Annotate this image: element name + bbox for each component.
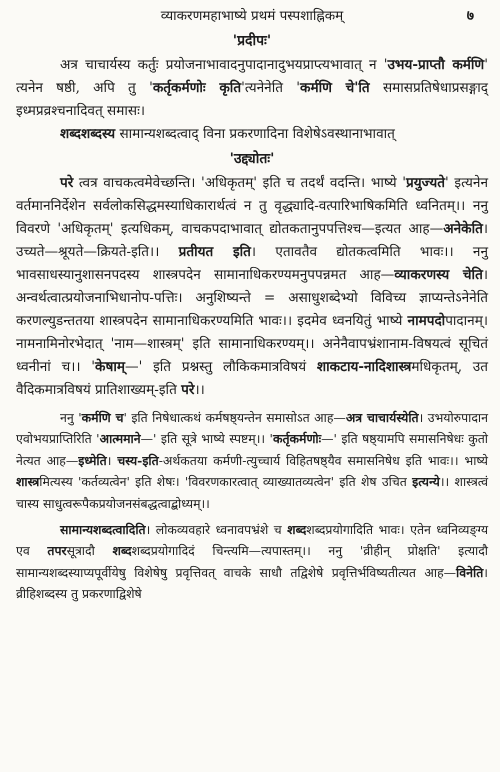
text-run: ।।: [194, 382, 205, 398]
text-run: ' इत्यनेन वर्तमाननिर्देशेन सर्वलोकसिद्धमस्याधिकारार्थत्वं न तु वृद्ध्यादि-वत्पारिभाषिकमिति ध्वनितम्।। ननु विवरणे 'अधिकृतम्' इत्यधिकम्, वाचकपदाभावात् द्योतकतानुपपत्तिश्च—इत्यत आह—: [16, 175, 488, 237]
text-run: अत्र चाचार्यस्य कर्तुः प्रयोजनाभावादनुपादानादुभयप्राप्त्यभावात् न ': [60, 57, 388, 73]
bold-term: अनेकेति: [443, 221, 483, 237]
pradipa-paragraph-1: [16, 54, 488, 123]
text-run: ।। शास्त्रत्वं चास्य साधुत्वरूपैकप्रयोजनसंबद्धत्वाद्बोध्यम्।।: [16, 474, 488, 511]
text-run: शब्दप्रयोगादिति भावः। एतेन ध्वनिव्यङ्ग्य एव: [16, 522, 489, 559]
text-run: 'त्यनेनेति ': [241, 80, 301, 96]
bold-term: परे: [60, 175, 74, 191]
bold-term: केषाम्: [95, 359, 125, 375]
text-run: मधिकृतम्, उत वैदिकमात्रविषयं प्रातिशाख्यम्-इति: [16, 359, 489, 398]
text-run: -अर्थकतया कर्मणी-त्युच्चार्य विहितषष्ठ्यैव समासनिषेध इति भावः।। भाष्ये: [158, 452, 488, 468]
uddyota-paragraph-1: [16, 172, 488, 402]
bold-term: अत्र चाचार्यस्येति: [345, 410, 419, 425]
running-title: व्याकरणमहाभाष्ये प्रथमं पस्पशाह्निकम्: [160, 8, 344, 24]
uddyota-paragraph-2: [16, 407, 488, 514]
text-run: समासप्रतिषेधाप्रसङ्गाद् इध्मप्रव्रश्चनादिवत् समासः।: [16, 80, 488, 119]
bold-term: तपर: [47, 543, 67, 559]
text-run: सामान्यशब्दत्वाद् विना प्रकरणादिना विशेषेऽवस्थानाभावात्: [115, 126, 395, 142]
bold-term: शब्द: [112, 543, 132, 559]
bold-term: चस्य-इति: [117, 452, 159, 468]
bold-term: इध्मेति: [78, 452, 107, 468]
pradipa-paragraph-2: [16, 123, 488, 146]
bold-term: प्रतीयत इति: [178, 244, 251, 260]
section-heading-uddyota: 'उद्द्योतः': [229, 151, 275, 167]
bold-term: विनेति: [456, 564, 484, 580]
bold-term: कर्मणि चे'ति: [300, 80, 370, 96]
bold-term: शब्दशब्दस्य: [60, 126, 116, 142]
bold-term: उभय-प्राप्तौ कर्मणि: [387, 57, 485, 73]
bold-term: इत्यन्ये: [412, 474, 440, 490]
running-header: [16, 6, 488, 28]
uddyota-paragraph-3: [16, 519, 488, 605]
bold-term: सामान्यशब्दत्वादिति: [60, 522, 146, 538]
bold-term: प्रयुज्यते: [406, 175, 446, 191]
bold-term: शास्त्र: [16, 474, 40, 490]
text-run: ननु ': [60, 410, 82, 425]
text-run: —' इति सूत्रे भाष्ये स्पष्टम्।। ': [140, 431, 273, 447]
bold-term: नामपदो: [407, 313, 446, 329]
text-run: । लोकव्यवहारे ध्वनावपभ्रंशे च: [145, 522, 288, 538]
bold-term: परे: [181, 382, 195, 398]
text-run: । व्रीहिशब्दस्य तु प्रकरणाद्विशेषे: [16, 564, 488, 602]
text-run: मित्यस्य 'कर्तव्यत्वेन' इति शेषः। 'विवरणकारत्वात् व्याख्यातव्यत्वेन' इति शेष उचित: [39, 474, 413, 490]
section-heading-pradipa: 'प्रदीपः': [232, 33, 272, 49]
text-run: । अन्वर्थत्वात्प्रयोजनाभिधानोप-पत्तिः। अनुशिष्यन्ते = असाधुशब्देभ्यो विविच्य ज्ञाप्यन्तेऽनेनेति करणल्युडन्ततया शास्त्रपदेन सामानाधिकरण्यमिति भावः।। इदमेव ध्वनयितुं भाष्ये: [16, 267, 488, 329]
bold-term: शब्द: [287, 522, 307, 538]
text-run: । एतावतैव द्योतकत्वमिति भावः।। ननु भावसाधस्यानुशासनपदस्य शास्त्रपदेन सामानाधिकरण्यमनुपपन्नमत आह—: [16, 244, 488, 283]
text-run: ।: [106, 452, 118, 468]
bold-term: कर्मणि च: [81, 410, 124, 425]
text-run: शब्दप्रयोगादिदं चिन्त्यमि—त्यपास्तम्।। ननु 'व्रीहीन् प्रोक्षति' इत्यादौ सामान्यशब्दस्याप्यपूर्वीयेषु विशेषेषु प्रवृत्तिवत् वाचके साधौ तद्विशेषे प्रवृत्तिर्भविष्यतीत्यत आह—: [16, 543, 488, 580]
text-run: । उभयोरुपादान एवोभयप्राप्तिरिति ': [16, 410, 488, 447]
text-run: ' इति निषेधात्कथं कर्मषष्ठ्यन्तेन समासोऽत आह—: [123, 410, 346, 425]
bold-term: कर्तृकर्मणोः कृति: [152, 80, 242, 96]
bold-term: शाकटाय-नादिशास्त्र: [316, 359, 412, 375]
text-run: । उच्यते—श्रूयते—क्रियते-इति।।: [16, 221, 488, 260]
bold-term: आत्ममाने: [99, 431, 141, 447]
bold-term: कर्तृकर्मणोः: [272, 431, 322, 447]
text-run: —' इति षष्ठ्यामपि समासनिषेधः कुतो नेत्यत आह—: [16, 431, 489, 468]
text-run: सूत्रादौ: [66, 543, 113, 559]
bold-term: व्याकरणस्य चेति: [394, 267, 483, 283]
text-run: ' त्यनेन षष्ठी, अपि तु ': [16, 57, 488, 96]
text-run: त्वत्र वाचकत्वमेवेच्छन्ति। 'अधिकृतम्' इति च तदर्थं वदन्ति। भाष्ये ': [73, 175, 406, 191]
text-run: —' इति प्रश्नस्तु लौकिकमात्रविषयं: [125, 359, 317, 375]
text-run: पादानम्। नामनामिनोरभेदात् 'नाम—शास्त्रम्' इति सामानाधिकरण्यम्।। अनेनैवापभ्रंशानाम-विषयत्वं सूचितं ध्वनीनां च।। ': [16, 313, 488, 375]
page-number: ७: [466, 8, 474, 24]
